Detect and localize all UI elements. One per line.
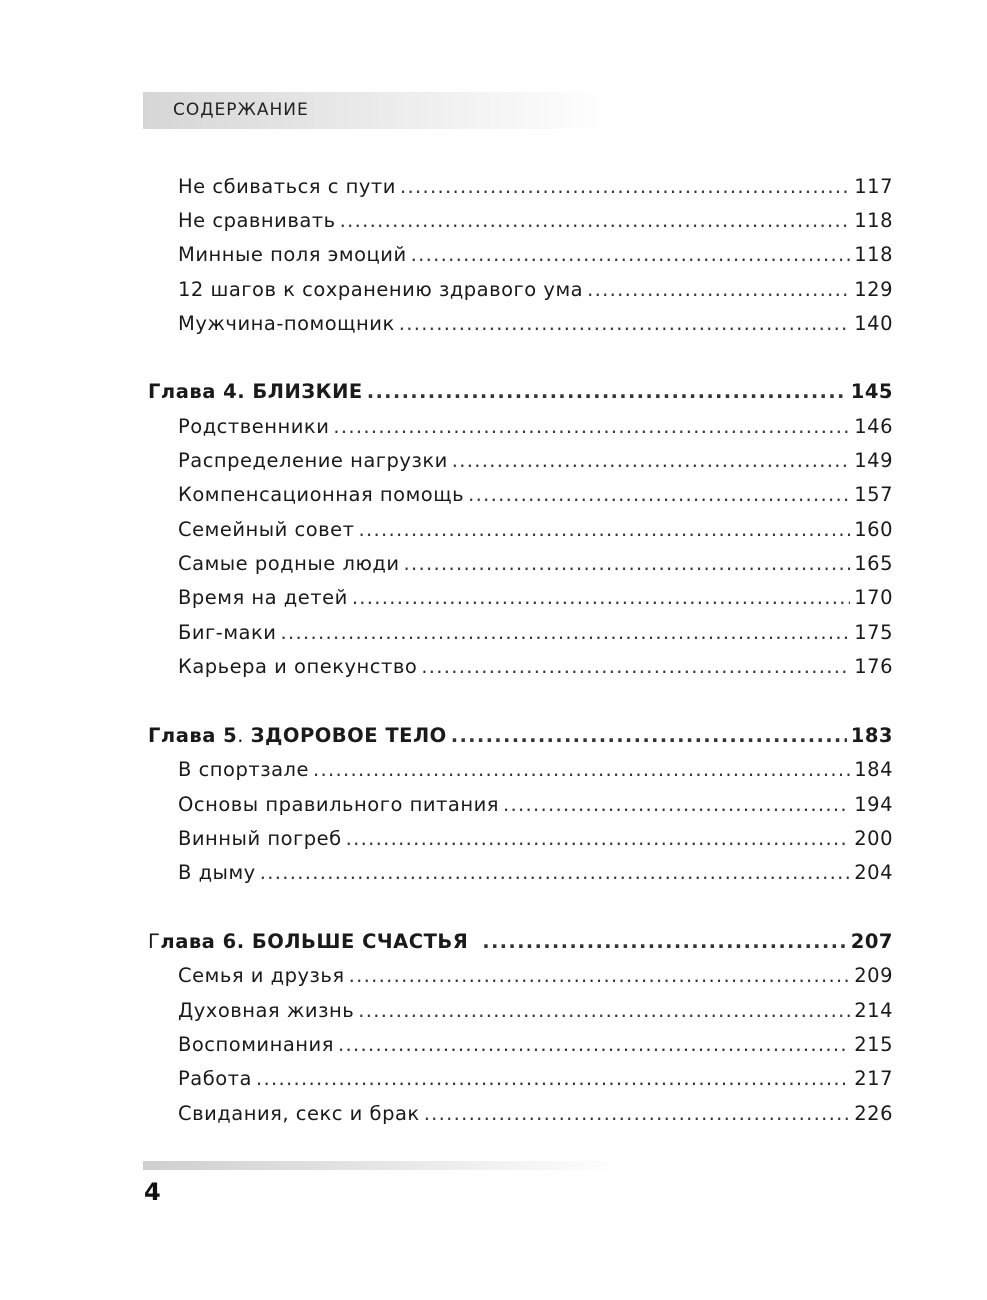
dot-leader	[424, 1100, 851, 1128]
toc-entry-title: Самые родные люди	[178, 552, 400, 575]
chapter-name: ЗДОРОВОЕ ТЕЛО	[250, 724, 447, 747]
toc-entry-title: Не сравнивать	[178, 209, 336, 232]
toc-entry	[178, 997, 893, 1025]
dot-leader	[346, 825, 851, 853]
toc-entry-title: Семья и друзья	[178, 964, 345, 987]
chapter-page: 145	[850, 380, 893, 403]
toc-entry	[178, 207, 893, 235]
dot-leader	[451, 722, 847, 750]
toc-entry-title: Мужчина-помощник	[178, 312, 395, 335]
dot-leader	[421, 653, 850, 681]
dot-leader	[482, 928, 847, 956]
toc-entry-page: 117	[854, 175, 893, 198]
chapter-prefix-dot: .	[237, 724, 251, 747]
toc-entry-page: 149	[854, 449, 893, 472]
toc-entry	[178, 276, 893, 304]
toc-entry-page: 184	[854, 758, 893, 781]
dot-leader	[468, 481, 850, 509]
toc-entry	[178, 584, 893, 612]
running-header: СОДЕРЖАНИЕ	[173, 100, 309, 120]
toc-entry-title: В спортзале	[178, 758, 309, 781]
toc-entry-page: 170	[854, 586, 893, 609]
toc-entry	[178, 516, 893, 544]
toc-entry-title: Компенсационная помощь	[178, 483, 465, 506]
toc-entry	[178, 310, 893, 338]
dot-leader	[338, 1031, 850, 1059]
toc-entry-title: Винный погреб	[178, 827, 342, 850]
dot-leader	[399, 310, 851, 338]
toc-entry	[178, 413, 893, 441]
toc-entry-page: 165	[854, 552, 893, 575]
toc-entry-page: 217	[854, 1067, 893, 1090]
dot-leader	[587, 276, 850, 304]
dot-leader	[359, 516, 851, 544]
dot-leader	[340, 207, 851, 235]
toc-chapter-5	[148, 722, 893, 750]
dot-leader	[367, 378, 847, 406]
chapter-prefix: Глава 4.	[148, 380, 253, 403]
toc-entry	[178, 1065, 893, 1093]
toc-chapter-6	[148, 928, 893, 956]
footer-band	[143, 1161, 623, 1170]
toc-entry	[178, 825, 893, 853]
toc-entry-page: 118	[854, 243, 893, 266]
toc-chapter-4	[148, 378, 893, 406]
toc-entry-title: Духовная жизнь	[178, 999, 355, 1022]
chapter-prefix-first-letter: Г	[148, 930, 161, 953]
toc-entry-page: 226	[854, 1102, 893, 1125]
toc-entry-page: 140	[854, 312, 893, 335]
toc-entry	[178, 481, 893, 509]
toc-entry-title: Биг-маки	[178, 621, 277, 644]
dot-leader	[280, 619, 850, 647]
toc-entry-page: 176	[854, 655, 893, 678]
dot-leader	[400, 173, 850, 201]
toc-entry-title: 12 шагов к сохранению здравого ума	[178, 278, 584, 301]
dot-leader	[256, 1065, 850, 1093]
toc-entry-title: Распределение нагрузки	[178, 449, 448, 472]
dot-leader	[503, 791, 850, 819]
dot-leader	[349, 962, 851, 990]
dot-leader	[411, 241, 851, 269]
dot-leader	[358, 997, 850, 1025]
chapter-prefix: лава 6.	[160, 930, 252, 953]
toc-entry-title: Работа	[178, 1067, 252, 1090]
toc-entry-page: 214	[854, 999, 893, 1022]
chapter-page: 207	[850, 930, 893, 953]
toc-entry-page: 160	[854, 518, 893, 541]
toc-entry-page: 118	[854, 209, 893, 232]
dot-leader	[313, 756, 850, 784]
toc-entry	[178, 173, 893, 201]
dot-leader	[260, 859, 851, 887]
toc-entry-page: 204	[854, 861, 893, 884]
chapter-name: БОЛЬШЕ СЧАСТЬЯ	[251, 930, 469, 953]
chapter-title	[148, 378, 363, 406]
dot-leader	[452, 447, 850, 475]
toc-entry-title: Основы правильного питания	[178, 793, 499, 816]
toc-entry	[178, 241, 893, 269]
toc-entry	[178, 447, 893, 475]
chapter-title	[148, 928, 468, 956]
toc-entry-page: 215	[854, 1033, 893, 1056]
toc-entry-title: Родственники	[178, 415, 330, 438]
toc-entry	[178, 791, 893, 819]
toc-entry	[178, 859, 893, 887]
dot-leader	[404, 550, 851, 578]
chapter-title	[148, 722, 447, 750]
toc-entry	[178, 619, 893, 647]
toc-entry-title: Время на детей	[178, 586, 348, 609]
chapter-page: 183	[850, 724, 893, 747]
toc-entry-page: 157	[854, 483, 893, 506]
chapter-name: БЛИЗКИЕ	[252, 380, 363, 403]
toc-entry	[178, 1100, 893, 1128]
dot-leader	[333, 413, 850, 441]
toc-entry-page: 146	[854, 415, 893, 438]
toc-entry-title: Минные поля эмоций	[178, 243, 407, 266]
toc-entry	[178, 962, 893, 990]
toc-entry	[178, 653, 893, 681]
toc-entry	[178, 756, 893, 784]
toc-entry	[178, 1031, 893, 1059]
dot-leader	[352, 584, 850, 612]
toc-entry-page: 209	[854, 964, 893, 987]
chapter-prefix: Глава 5	[148, 724, 238, 747]
toc-entry-page: 194	[854, 793, 893, 816]
toc-entry-title: Свидания, секс и брак	[178, 1102, 420, 1125]
toc-entry-title: Семейный совет	[178, 518, 355, 541]
page-number: 4	[144, 1178, 161, 1206]
toc-entry	[178, 550, 893, 578]
toc-entry-page: 200	[854, 827, 893, 850]
toc-entry-title: Воспоминания	[178, 1033, 334, 1056]
toc-entry-page: 129	[854, 278, 893, 301]
toc-entry-title: Карьера и опекунство	[178, 655, 418, 678]
toc-entry-title: В дыму	[178, 861, 256, 884]
toc-entry-title: Не сбиваться с пути	[178, 175, 396, 198]
toc-entry-page: 175	[854, 621, 893, 644]
